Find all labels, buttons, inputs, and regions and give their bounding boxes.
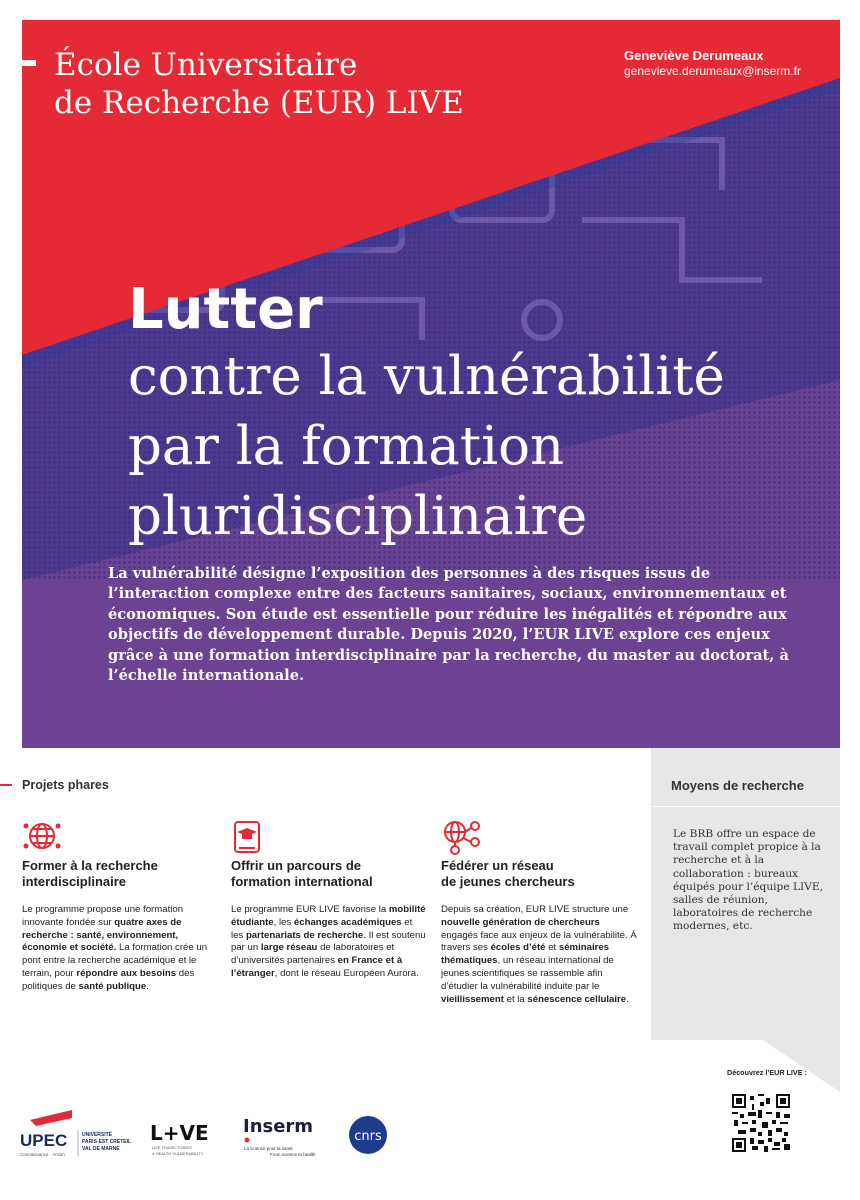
intro-paragraph: La vulnérabilité désigne l’exposition des personnes à des risques issus de l’interaction complexe entre des facteurs sanitaires, sociaux, environnementaux et économiques. Son étude est essentielle pour réduire les inégalités et répondre aux objectifs de développement durable. Depuis 2020, l’EUR LIVE explore ces enjeux grâce à une formation interdisciplinaire par la recherche, du master au doctorat, à l’échelle internationale. <box>108 565 789 685</box>
project-body-run: sénescence cellulaire <box>527 993 627 1005</box>
qr-label: Découvrez l’EUR LIVE : <box>727 1068 807 1077</box>
project-body-run: , les <box>273 916 294 928</box>
project-body-run: et <box>545 942 559 954</box>
school-title <box>54 46 464 122</box>
projets-dash <box>0 784 12 786</box>
project-body-run: de laboratoires et d’universités partenaires <box>231 942 395 967</box>
project-body-run: et la <box>503 993 528 1005</box>
project-body-run: . Il est soutenu par un <box>231 929 426 954</box>
upec-logo <box>20 1110 131 1157</box>
project-column-1 <box>22 818 218 994</box>
upec-tagline: Connaissance · Action <box>20 1152 65 1157</box>
inserm-logo <box>243 1116 316 1157</box>
project-body-run: quatre axes de recherche : santé, environnement, économie et société. <box>22 916 182 954</box>
project-title-1 <box>22 858 218 889</box>
live-line2: & HEALTH VULNERABILITY <box>152 1151 204 1156</box>
project-body-run: , dont le réseau Européen Aurora. <box>274 967 419 979</box>
project-body-2 <box>231 904 427 981</box>
project-body-run: engagés face aux enjeux de la vulnérabilité. À travers ses <box>441 929 637 954</box>
logo-mark <box>22 60 36 66</box>
project-body-run: Depuis sa création, EUR LIVE structure une <box>441 904 629 915</box>
project-body-run: séminaires thématiques <box>441 942 610 967</box>
project-body-run: écoles d’été <box>490 942 546 954</box>
school-title-line2: de Recherche (EUR) LIVE <box>54 85 464 121</box>
project-title-3-line2: de jeunes chercheurs <box>441 873 575 889</box>
headline <box>128 278 725 552</box>
project-body-run: large réseau <box>260 942 318 954</box>
moyens-divider <box>651 806 840 807</box>
live-line1: LIFE TRAJECTORIES <box>152 1145 192 1150</box>
project-body-run: La formation crée un pont entre la recherche académique et le terrain, pour <box>22 942 208 979</box>
contact-block <box>624 48 801 78</box>
researchers-network-icon <box>441 818 637 858</box>
live-name: L+VE <box>150 1121 209 1145</box>
projets-title: Projets phares <box>22 778 109 792</box>
project-body-run: partenariats de recherche <box>245 929 364 941</box>
project-body-run: . <box>146 980 149 992</box>
headline-line2: par la formation <box>128 416 565 477</box>
upec-line2: PARIS-EST CRÉTEIL <box>82 1139 132 1145</box>
live-logo <box>150 1121 209 1156</box>
graduation-book-icon <box>231 818 427 858</box>
project-body-run: échanges académiques <box>293 916 402 928</box>
project-title-2-line1: Offrir un parcours de <box>231 858 362 873</box>
project-body-run: Le programme EUR LIVE favorise la <box>231 904 389 915</box>
project-title-1-line1: Former à la recherche <box>22 858 158 873</box>
contact-email[interactable]: genevieve.derumeaux@inserm.fr <box>624 64 801 78</box>
inserm-name: Inserm <box>243 1116 314 1137</box>
project-body-run: mobilité étudiante <box>231 904 426 928</box>
project-title-3-line1: Fédérer un réseau <box>441 858 554 873</box>
inserm-tag1: La science pour la santé <box>244 1146 293 1151</box>
headline-line1: contre la vulnérabilité <box>128 346 725 407</box>
upec-line1: UNIVERSITÉ <box>82 1132 113 1138</box>
school-title-line1: École Universitaire <box>54 47 358 83</box>
project-body-run: vieillissement <box>441 993 504 1005</box>
project-body-run: des politiques de <box>22 967 195 992</box>
projets-heading <box>0 778 109 792</box>
moyens-panel <box>651 748 840 1040</box>
project-body-run: nouvelle génération de chercheurs <box>441 916 600 928</box>
moyens-panel-corner <box>763 1040 840 1092</box>
project-body-3 <box>441 904 637 1006</box>
project-body-run: Le programme propose une formation innovante fondée sur <box>22 904 184 928</box>
project-body-run: et les <box>231 916 413 941</box>
globe-network-icon <box>22 818 218 858</box>
project-body-run: en France et à l’étranger <box>231 955 403 979</box>
headline-line3: pluridisciplinaire <box>128 486 588 547</box>
project-column-2 <box>231 818 427 981</box>
project-body-run: santé publique <box>78 980 147 992</box>
upec-name: UPEC <box>20 1131 68 1150</box>
project-body-run: . <box>626 993 629 1005</box>
partner-logos <box>0 1108 860 1168</box>
cnrs-name: cnrs <box>354 1129 382 1144</box>
project-title-2 <box>231 858 427 889</box>
project-column-3 <box>441 818 637 1006</box>
project-body-1 <box>22 904 218 994</box>
project-title-1-line2: interdisciplinaire <box>22 873 127 889</box>
contact-name: Geneviève Derumeaux <box>624 48 764 63</box>
moyens-text: Le BRB offre un espace de travail complet propice à la recherche et à la collaboration : bureaux équipés pour l’équipe LIVE, salles de réunion, laboratoires de recherche modernes, etc. <box>673 828 823 933</box>
inserm-tag2: From science to health <box>270 1152 316 1157</box>
project-body-run: répondre aux besoins <box>76 967 177 979</box>
headline-word: Lutter <box>128 277 323 342</box>
project-body-run: , un réseau international de jeunes scientifiques se rassemble afin d’étudier la vulnérabilité induite par le <box>441 955 614 992</box>
project-title-3 <box>441 858 637 889</box>
moyens-title: Moyens de recherche <box>671 778 804 793</box>
project-title-2-line2: formation international <box>231 873 373 889</box>
upec-line3: VAL DE MARNE <box>82 1146 120 1152</box>
cnrs-logo <box>349 1116 387 1154</box>
